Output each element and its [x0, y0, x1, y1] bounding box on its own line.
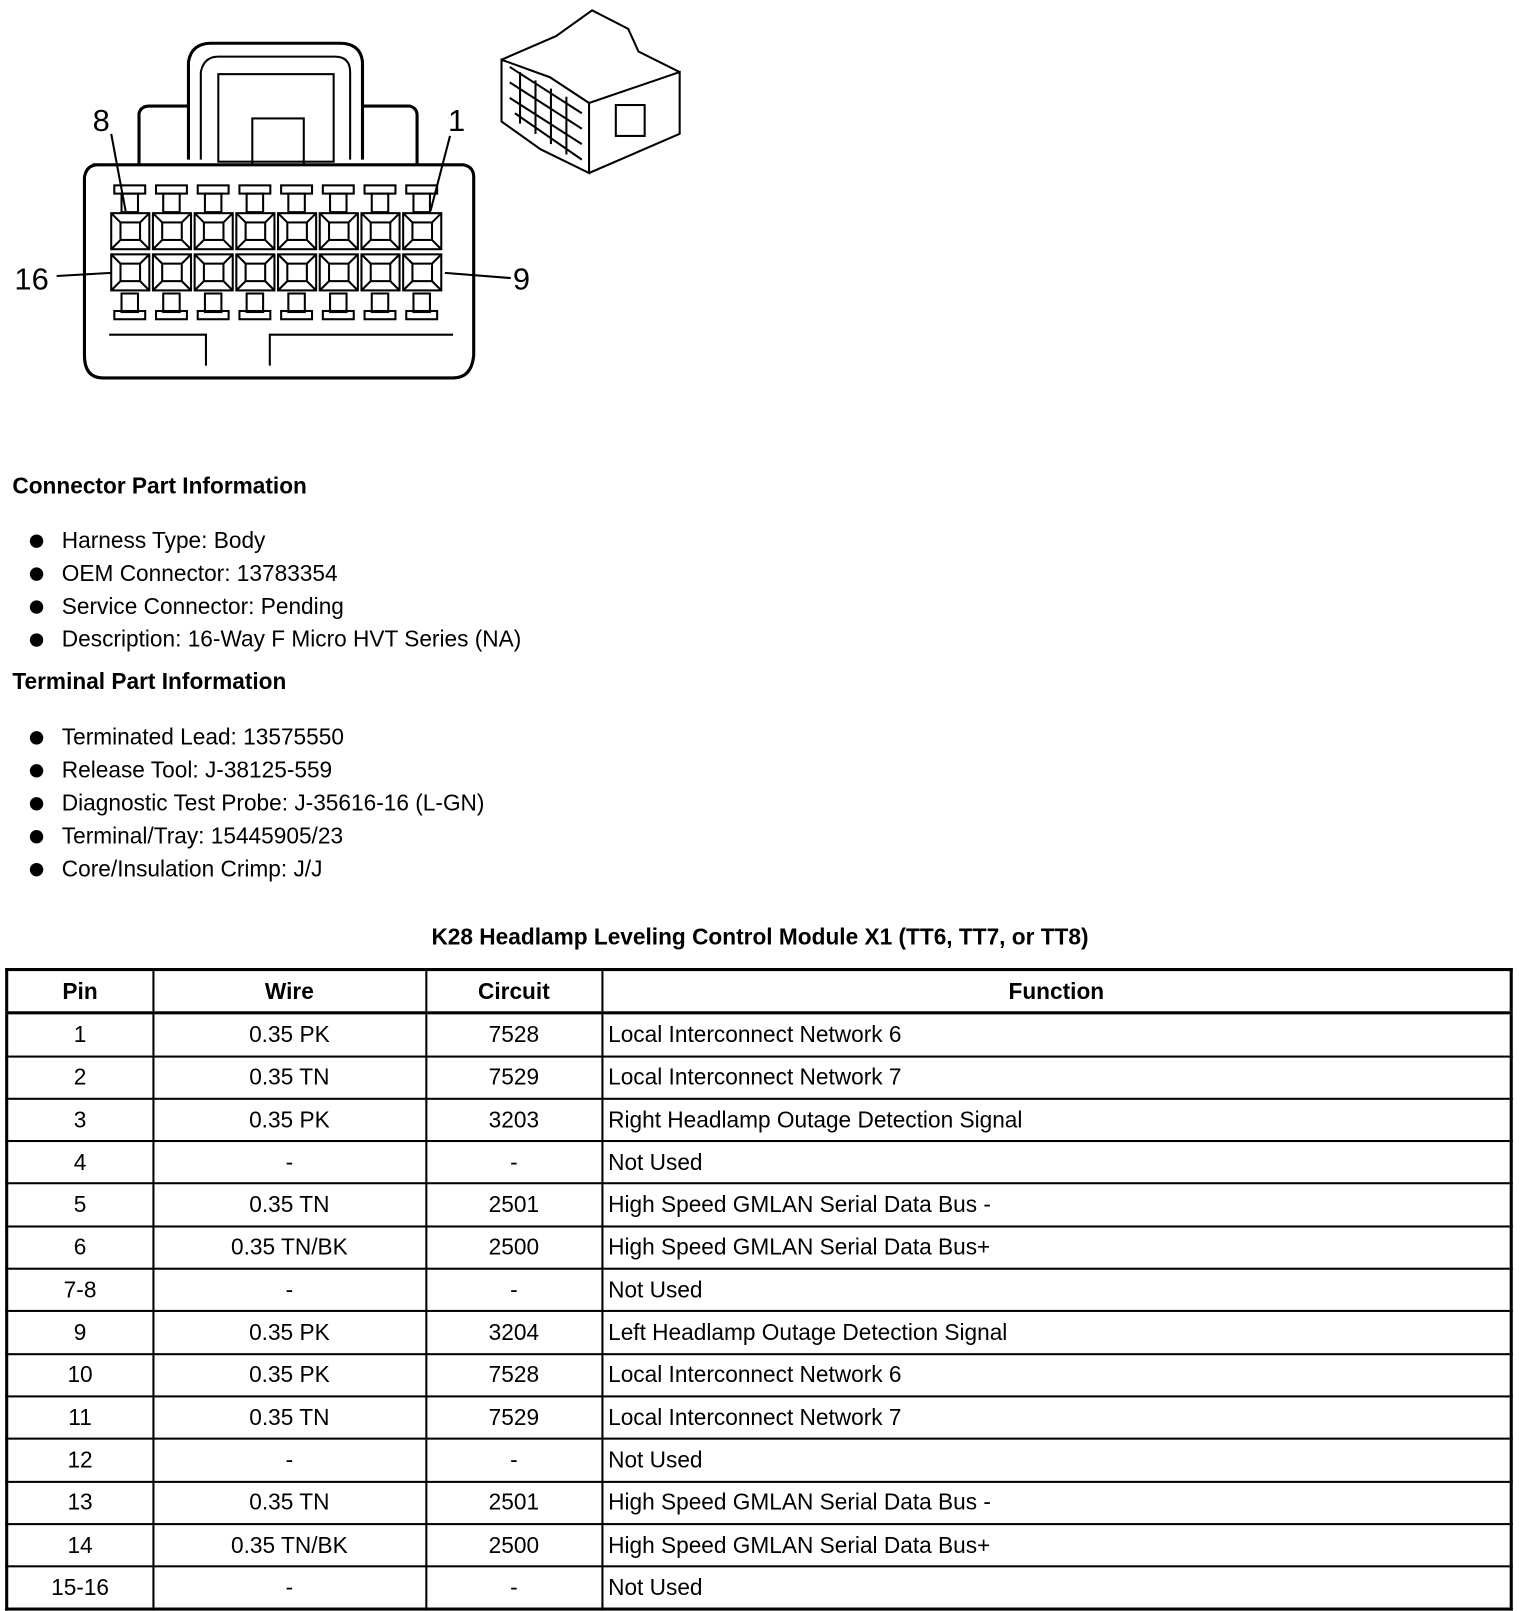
pinout-table [5, 968, 1513, 1611]
cell-pin: 9 [7, 1311, 153, 1354]
connector-info-item-text: Service Connector: Pending [61, 593, 344, 619]
cell-pin: 14 [7, 1524, 153, 1567]
pin-cavity [111, 254, 149, 290]
cell-pin: 4 [7, 1141, 153, 1184]
bullet-icon [30, 534, 43, 547]
terminal-info-list [0, 721, 484, 886]
bullet-icon [30, 863, 43, 876]
pin-label-16: 16 [14, 261, 49, 297]
cell-circuit: 2500 [426, 1524, 602, 1567]
cell-pin: 3 [7, 1099, 153, 1142]
pin-cavity [278, 213, 316, 249]
connector-info-heading: Connector Part Information [12, 472, 307, 499]
cell-function: Local Interconnect Network 7 [602, 1056, 1511, 1099]
cell-pin: 7-8 [7, 1269, 153, 1312]
bullet-icon [30, 764, 43, 777]
pin-cavity [236, 254, 274, 290]
cell-function: Local Interconnect Network 6 [602, 1354, 1511, 1397]
cell-function: Right Headlamp Outage Detection Signal [602, 1099, 1511, 1142]
pin-latch [198, 293, 229, 319]
terminal-info-heading: Terminal Part Information [12, 668, 287, 695]
table-row [7, 1056, 1512, 1099]
connector-isometric-view [502, 10, 680, 173]
pin-cavities [111, 185, 441, 319]
cell-circuit: 2500 [426, 1226, 602, 1269]
terminal-info-item [0, 787, 484, 820]
cell-function: Not Used [602, 1439, 1511, 1482]
cell-circuit: 7529 [426, 1396, 602, 1439]
connector-info-item-text: OEM Connector: 13783354 [61, 560, 338, 586]
cell-circuit: 3203 [426, 1099, 602, 1142]
pin-latch [365, 185, 396, 212]
pin-label-9: 9 [512, 261, 531, 297]
connector-info-item [0, 524, 521, 557]
cell-function: High Speed GMLAN Serial Data Bus - [602, 1481, 1511, 1524]
pin-latch [281, 185, 312, 212]
header-wire: Wire [153, 970, 426, 1014]
cell-function: Not Used [602, 1141, 1511, 1184]
connector-diagram [0, 0, 741, 412]
cell-pin: 2 [7, 1056, 153, 1099]
cell-wire: - [153, 1566, 426, 1609]
pin-latch [406, 293, 437, 319]
cell-wire: - [153, 1269, 426, 1312]
table-row [7, 1013, 1512, 1056]
cell-function: High Speed GMLAN Serial Data Bus - [602, 1184, 1511, 1227]
connector-face-view [84, 43, 473, 378]
connector-info-item-text: Harness Type: Body [61, 527, 266, 554]
table-header-row [7, 970, 1512, 1014]
bullet-icon [30, 567, 43, 580]
bullet-icon [30, 633, 43, 646]
pin-latch [365, 293, 396, 319]
bullet-icon [30, 600, 43, 613]
pin-latch [198, 185, 229, 212]
cell-function: Not Used [602, 1566, 1511, 1609]
cell-function: Local Interconnect Network 7 [602, 1396, 1511, 1439]
cell-function: Left Headlamp Outage Detection Signal [602, 1311, 1511, 1354]
bullet-icon [30, 731, 43, 744]
pin-cavity [195, 254, 233, 290]
terminal-info-item-text: Release Tool: J-38125-559 [61, 756, 333, 783]
terminal-info-item-text: Terminated Lead: 13575550 [61, 723, 344, 750]
cell-wire: 0.35 TN/BK [153, 1524, 426, 1567]
pin-cavity [320, 254, 358, 290]
cell-circuit: 7529 [426, 1056, 602, 1099]
connector-info-item-text: Description: 16-Way F Micro HVT Series (NA) [61, 626, 522, 652]
table-row [7, 1184, 1512, 1227]
pin-cavity [236, 213, 274, 249]
bullet-icon [30, 830, 43, 843]
terminal-info-item-text: Terminal/Tray: 15445905/23 [61, 822, 344, 849]
cell-wire: 0.35 PK [153, 1099, 426, 1142]
header-function: Function [602, 970, 1511, 1014]
pin-cavity [153, 254, 191, 290]
pin-cavity [278, 254, 316, 290]
bullet-icon [30, 797, 43, 810]
terminal-info-item [0, 853, 484, 886]
pin-label-1: 1 [447, 102, 466, 138]
terminal-info-item [0, 754, 484, 787]
connector-info-item [0, 557, 521, 590]
cell-pin: 11 [7, 1396, 153, 1439]
connector-info-item [0, 590, 521, 623]
table-row [7, 1311, 1512, 1354]
cell-wire: 0.35 TN [153, 1396, 426, 1439]
header-pin: Pin [7, 970, 153, 1014]
pin-cavity [403, 213, 441, 249]
pin-latch [156, 185, 187, 212]
table-title: K28 Headlamp Leveling Control Module X1 (TT6, TT7, or TT8) [431, 923, 1089, 950]
cell-circuit: 2501 [426, 1481, 602, 1524]
cell-circuit: - [426, 1566, 602, 1609]
cell-function: High Speed GMLAN Serial Data Bus+ [602, 1524, 1511, 1567]
cell-pin: 15-16 [7, 1566, 153, 1609]
pin-latch [239, 185, 270, 212]
cell-wire: 0.35 TN/BK [153, 1226, 426, 1269]
pin-cavity [320, 213, 358, 249]
table-row [7, 1566, 1512, 1609]
cell-pin: 10 [7, 1354, 153, 1397]
header-circuit: Circuit [426, 970, 602, 1014]
pin-latch [323, 293, 354, 319]
cell-function: Not Used [602, 1269, 1511, 1312]
cell-circuit: 7528 [426, 1354, 602, 1397]
cell-circuit: - [426, 1141, 602, 1184]
cell-wire: 0.35 TN [153, 1184, 426, 1227]
terminal-info-item-text: Core/Insulation Crimp: J/J [61, 855, 323, 882]
table-row [7, 1481, 1512, 1524]
cell-pin: 12 [7, 1439, 153, 1482]
cell-pin: 5 [7, 1184, 153, 1227]
cell-wire: 0.35 PK [153, 1013, 426, 1056]
cell-wire: 0.35 PK [153, 1311, 426, 1354]
cell-wire: - [153, 1439, 426, 1482]
cell-circuit: 3204 [426, 1311, 602, 1354]
cell-function: Local Interconnect Network 6 [602, 1013, 1511, 1056]
pin-leader-lines [57, 134, 511, 278]
table-row [7, 1226, 1512, 1269]
cell-pin: 1 [7, 1013, 153, 1056]
cell-circuit: - [426, 1439, 602, 1482]
cell-wire: 0.35 PK [153, 1354, 426, 1397]
table-row [7, 1269, 1512, 1312]
terminal-info-item [0, 721, 484, 754]
pin-cavity [153, 213, 191, 249]
pin-latch [281, 293, 312, 319]
pin-cavity [195, 213, 233, 249]
table-row [7, 1354, 1512, 1397]
pin-cavity [361, 254, 399, 290]
cell-function: High Speed GMLAN Serial Data Bus+ [602, 1226, 1511, 1269]
cell-circuit: 7528 [426, 1013, 602, 1056]
pin-latch [114, 185, 145, 212]
table-row [7, 1141, 1512, 1184]
cell-circuit: 2501 [426, 1184, 602, 1227]
cell-wire: 0.35 TN [153, 1481, 426, 1524]
table-row [7, 1099, 1512, 1142]
pin-latch [323, 185, 354, 212]
pin-cavity [403, 254, 441, 290]
pin-latch [239, 293, 270, 319]
table-row [7, 1524, 1512, 1567]
table-row [7, 1439, 1512, 1482]
table-row [7, 1396, 1512, 1439]
pin-cavity [361, 213, 399, 249]
cell-wire: - [153, 1141, 426, 1184]
pin-latch [114, 293, 145, 319]
cell-pin: 6 [7, 1226, 153, 1269]
terminal-info-item-text: Diagnostic Test Probe: J-35616-16 (L-GN) [61, 789, 485, 816]
pin-cavity [111, 213, 149, 249]
pin-label-8: 8 [92, 102, 110, 138]
cell-wire: 0.35 TN [153, 1056, 426, 1099]
connector-info-item [0, 623, 521, 656]
terminal-info-item [0, 820, 484, 853]
pin-latch [156, 293, 187, 319]
pin-latch [406, 185, 437, 212]
cell-circuit: - [426, 1269, 602, 1312]
cell-pin: 13 [7, 1481, 153, 1524]
connector-info-list [0, 524, 521, 656]
